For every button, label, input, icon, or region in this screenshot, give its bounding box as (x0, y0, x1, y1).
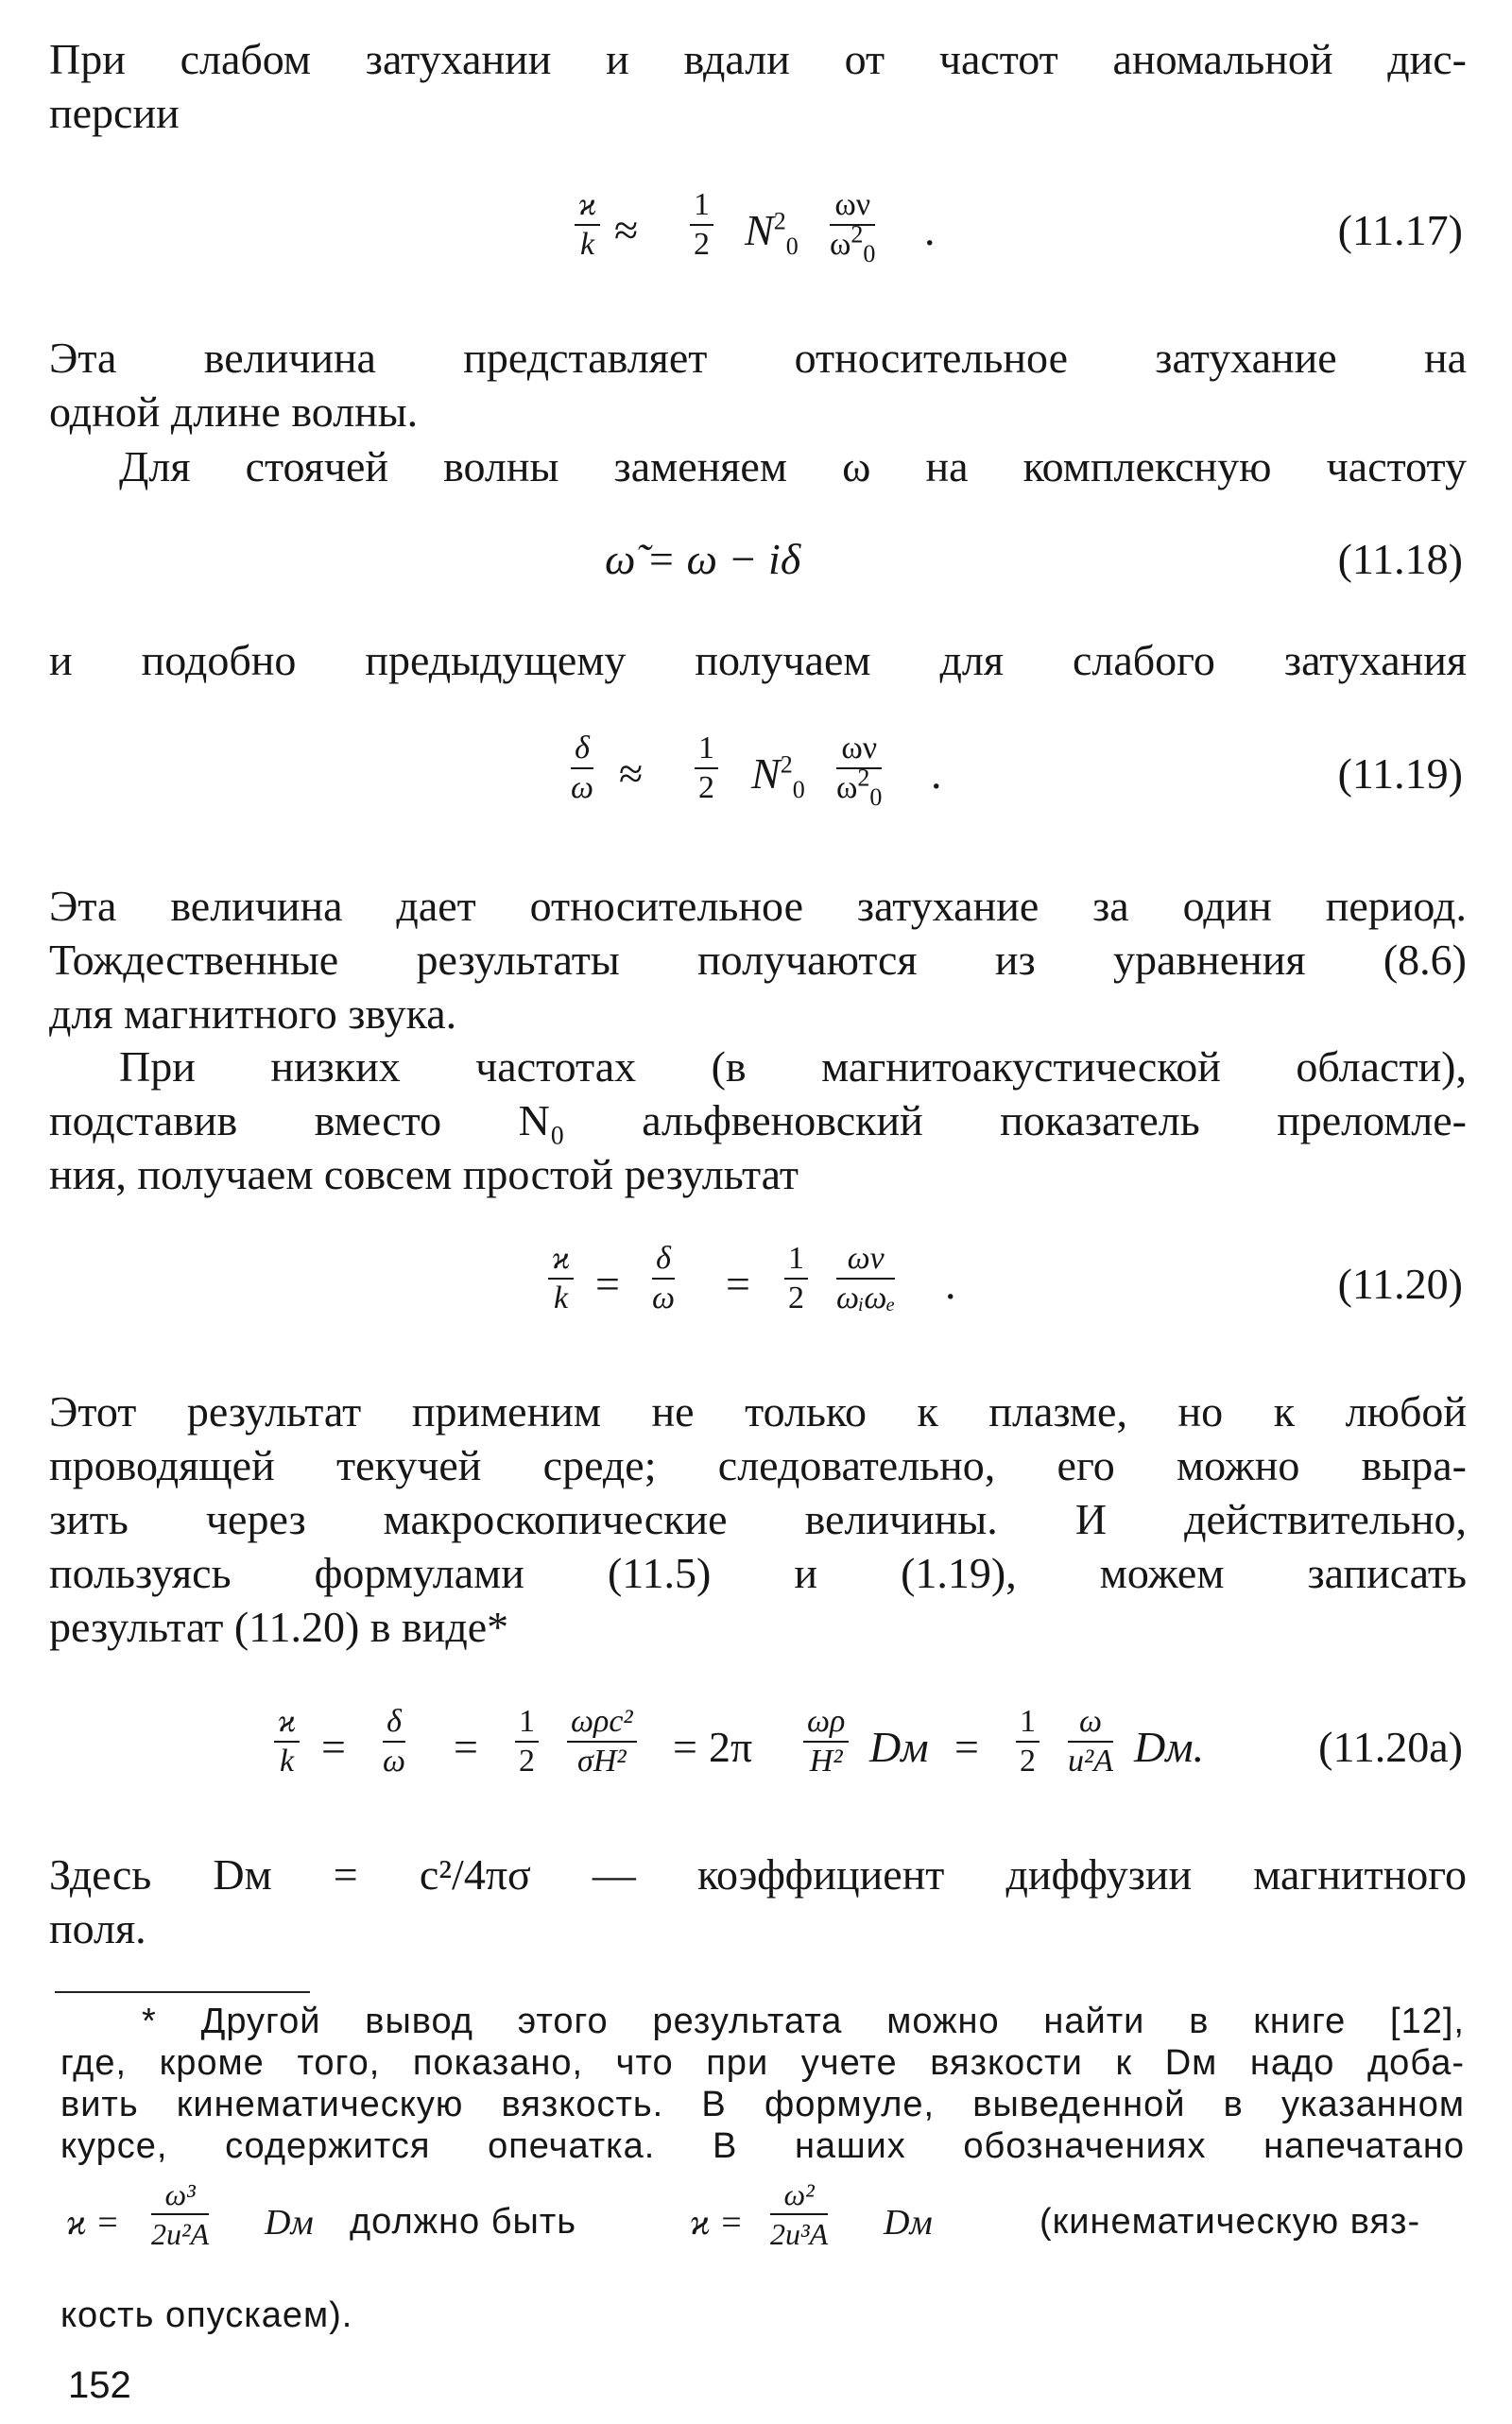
equation-11-20 (0, 1238, 1512, 1361)
text-line: для магнитного звука. (49, 989, 457, 1038)
footnote (60, 2001, 1465, 2167)
equation-number: (11.20a) (1318, 1723, 1463, 1771)
period: . (924, 206, 936, 254)
paragraph-2 (49, 331, 1467, 438)
fraction-delta-over-omega: $\frac{\delta}{\omega}$ (571, 731, 594, 805)
text-line: и подобно предыдущему получаем для слабого затухания (49, 636, 1467, 684)
equation-number: (11.20) (1337, 1260, 1463, 1308)
fraction-omega-nu-over-omega-i-omega-e: ων ωᵢωₑ (836, 1241, 896, 1315)
magnetic-diffusion-coefficient: Dм. (1134, 1723, 1205, 1771)
relation-symbol: ≈ (614, 206, 639, 254)
fraction-delta-over-omega: $\frac{\delta}{\omega}$ (652, 1241, 676, 1315)
paragraph-7 (49, 1384, 1467, 1654)
period: . (931, 749, 942, 798)
fraction-omega-nu: $\frac{\omega\nu}{\omega^2_0}$ (836, 731, 883, 811)
equals-sign: = (673, 1723, 697, 1771)
equation-11-17 (0, 184, 1512, 307)
paragraph-5 (49, 879, 1467, 1040)
text-line: персии (49, 89, 180, 137)
fraction-kappa-over-k: $\frac{ϰ}{k}$ (274, 1705, 300, 1779)
period: . (945, 1260, 956, 1308)
text-line: одной длине волны. (49, 387, 419, 436)
paragraph-8 (49, 1848, 1467, 1955)
fraction-delta-over-omega: $\frac{\delta}{\omega}$ (383, 1704, 406, 1779)
fraction-kappa-over-k: $\frac{ϰ}{k}$ (548, 1242, 574, 1315)
kappa-equals: ϰ = (66, 2203, 120, 2243)
text-line: пользуясь формулами (11.5) и (1.19), можем записать (49, 1549, 1467, 1597)
parenthetical-text: (кинематическую вяз- (1040, 2202, 1421, 2242)
footnote-line: курсе, содержится опечатка. В наших обозначениях напечатано (60, 2126, 1465, 2166)
fraction-one-half: $\frac{1}{2}$ (690, 188, 713, 262)
magnetic-diffusion-coefficient: Dм (869, 1723, 929, 1771)
misprinted-fraction: $\frac{\text{ω³}}{\text{2u²A}}$ (151, 2177, 210, 2251)
magnetic-diffusion-coefficient: Dм (265, 2203, 314, 2243)
complex-frequency-expression: ω̃ = ω − iδ (605, 535, 801, 583)
text-line: Эта величина дает относительное затухание за один период. (49, 882, 1467, 930)
text-line: При слабом затухании и вдали от частот аномальной дис- (49, 35, 1467, 83)
equals-sign: = (321, 1723, 346, 1771)
text-line: ния, получаем совсем простой результат (49, 1150, 799, 1198)
equals-sign: = (595, 1260, 620, 1308)
equation-11-19 (0, 728, 1512, 851)
paragraph-4 (49, 633, 1467, 687)
kappa-equals: ϰ = (690, 2203, 744, 2243)
fraction-one-half: $\frac{1}{2}$ (1016, 1705, 1040, 1779)
fraction-omega-over-alfven-speed: $\frac{\omega}{\text{u²A}}$ (1068, 1704, 1113, 1779)
magnetic-diffusion-coefficient: Dм (884, 2203, 933, 2243)
footnote-formula-row (0, 2174, 1512, 2278)
paragraph-1 (49, 32, 1467, 140)
equals-sign: = (726, 1260, 750, 1308)
footnote-line: где, кроме того, показано, что при учете вязкости к Dм надо доба- (60, 2043, 1465, 2083)
refractive-index-term: $N^2_0$ (751, 749, 805, 804)
fraction-omega-nu: $\frac{\omega\nu}{\omega^2_0}$ (830, 187, 876, 267)
fraction-kappa-over-k: $\frac{ϰ}{k}$ (575, 188, 600, 262)
footnote-line: * Другой вывод этого результата можно найти в книге [12], (142, 2002, 1465, 2041)
equation-number: (11.18) (1337, 535, 1463, 583)
two-pi: 2π (709, 1723, 753, 1771)
equals-sign: = (454, 1723, 478, 1771)
text-line: Здесь Dм = c²/4πσ — коэффициент диффузии магнитного (49, 1850, 1467, 1899)
fraction-one-half: $\frac{1}{2}$ (784, 1242, 808, 1315)
fraction-one-half: $\frac{1}{2}$ (695, 731, 718, 805)
footnote-rule (55, 1991, 310, 1993)
page-number: 152 (68, 2364, 131, 2406)
footnote-last-line (60, 2295, 1465, 2336)
fraction-one-half: $\frac{1}{2}$ (515, 1705, 539, 1779)
corrected-fraction: $\frac{\text{ω²}}{\text{2u³A}}$ (770, 2177, 829, 2251)
fraction-omega-rho-c2-over-sigma-h2: ωρc² σH² (567, 1705, 637, 1779)
equation-11-18 (0, 534, 1512, 600)
text-line: Тождественные результаты получаются из уравнения (8.6) (49, 936, 1467, 984)
text-line: Этот результат применим не только к плазме, но к любой (49, 1387, 1467, 1435)
equals-sign: = (954, 1723, 979, 1771)
footnote-line: кость опускаем). (60, 2295, 353, 2335)
text-line: поля. (49, 1904, 146, 1952)
equation-11-20a (0, 1701, 1512, 1824)
fraction-omega-rho-over-h2: $\frac{\omega\rho}{\text{H²}}$ (803, 1705, 849, 1779)
text-line: Для стоячей волны заменяем ω на комплексную частоту (119, 442, 1467, 490)
relation-symbol: ≈ (619, 749, 644, 798)
footnote-line: вить кинематическую вязкость. В формуле, выведенной в указанном (60, 2085, 1465, 2124)
paragraph-6 (49, 1040, 1467, 1201)
text-line: зить через макроскопические величины. И действительно, (49, 1495, 1467, 1543)
text-line: результат (11.20) в виде* (49, 1603, 509, 1651)
text-line: При низких частотах (в магнитоакустической области), (119, 1042, 1467, 1091)
text-line: Эта величина представляет относительное затухание на (49, 334, 1467, 382)
should-be-text: должно быть (350, 2202, 577, 2242)
paragraph-3 (49, 439, 1467, 493)
text-line: проводящей текучей среде; следовательно, его можно выра- (49, 1441, 1467, 1489)
refractive-index-term: $N^2_0$ (745, 206, 799, 261)
equation-number: (11.17) (1337, 206, 1463, 254)
text-line: подставив вместо N₀ альфвеновский показатель преломле- (49, 1096, 1467, 1144)
equation-number: (11.19) (1337, 749, 1463, 798)
